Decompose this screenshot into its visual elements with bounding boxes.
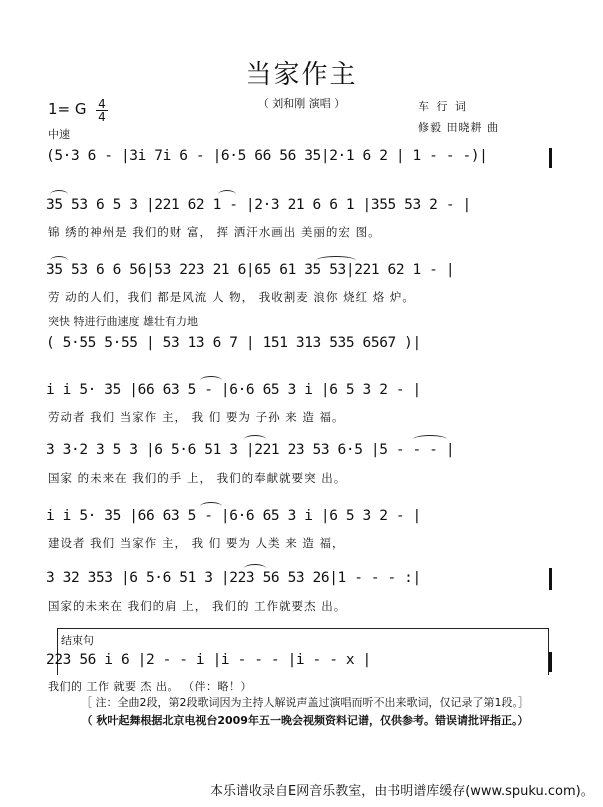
key-signature: 1= G xyxy=(48,100,87,118)
song-title: 当家作主 xyxy=(245,60,358,90)
score-line-3-notes: 35 53 6 6 56|53 223 21 6|65 61 35 53|221 62 1 - | xyxy=(46,262,455,278)
score-line-9-notes: 223 56 i 6 |2 - - i |i - - - |i - - x | xyxy=(46,652,371,668)
score-line-2-lyric: 锦 绣的神州是 我们的财 富， 挥 洒汗水画出 美丽的宏 图。 xyxy=(48,225,381,239)
score-line-3-lyric: 劳 动的人们，我们 都是风流 人 物， 我收割麦 浪你 烧红 烙 炉。 xyxy=(48,290,415,304)
lyricist-credit: 车 行 词 xyxy=(418,100,468,113)
score-line-8-lyric: 国家的未来在 我们的肩 上， 我们的 工作就要杰 出。 xyxy=(48,599,347,613)
score-line-1-notes: (5·3 6 - |3i 7i 6 - |6·5 66 56 35|2·1 6 2 | 1 - - -)| xyxy=(46,148,488,164)
ending-label: 结束句 xyxy=(61,634,94,647)
source-footer: 本乐谱收录自E网音乐教室，由书明谱库缓存(www.spuku.com)。 xyxy=(210,784,594,799)
score-line-6-notes: 3 3·2 3 5 3 |6 5·6 51 3 |221 23 53 6·5 |5 - - - | xyxy=(46,442,455,458)
performer-subtitle: （ 刘和刚 演唱 ） xyxy=(257,97,346,110)
repeat-end-bar xyxy=(549,568,552,590)
time-signature-bottom: 4 xyxy=(98,110,106,124)
composer-credit: 修毅 田晓耕 曲 xyxy=(418,121,499,134)
transcription-note: （ 秋叶起舞根据北京电视台2009年五一晚会视频资料记谱，仅供参考。错误请批评指正。） xyxy=(81,714,529,727)
score-line-2-notes: 35 53 6 5 3 |221 62 1 - |2·3 21 6 6 1 |355 53 2 - | xyxy=(46,197,471,213)
score-line-6-lyric: 国家 的未来在 我们的手 上， 我们的奉献就要突 出。 xyxy=(48,471,347,485)
score-line-7-lyric: 建设者 我们 当家作 主， 我 们 要为 人类 来 造 福， xyxy=(48,536,345,550)
score-line-7-notes: i i 5· 35 |66 63 5 - |6·6 65 3 i |6 5 3 2 - | xyxy=(46,508,421,524)
score-line-8-notes: 3 32 353 |6 5·6 51 3 |223 56 53 26|1 - - - :| xyxy=(46,570,421,586)
bar-line-end-1 xyxy=(549,148,552,168)
tempo-direction: 突快 特进行曲速度 雄壮有力地 xyxy=(48,315,198,328)
score-line-4-notes: ( 5·55 5·55 | 53 13 6 7 | 151 313 535 6567 )| xyxy=(46,335,421,351)
score-line-5-notes: i i 5· 35 |66 63 5 - |6·6 65 3 i |6 5 3 2 - | xyxy=(46,382,421,398)
score-line-5-lyric: 劳动者 我们 当家作 主， 我 们 要为 子孙 来 造 福。 xyxy=(48,410,345,424)
tempo-marking: 中速 xyxy=(48,128,70,141)
annotation-note: ［ 注：全曲2段，第2段歌词因为主持人解说声盖过演唱而听不出来歌词，仅记录了第1段。］ xyxy=(81,696,529,709)
time-signature xyxy=(96,98,108,123)
final-bar xyxy=(549,652,552,672)
score-line-9-lyric: 我们的 工作 就要 杰 出。 （伴：略！） xyxy=(48,680,252,693)
time-signature-top: 4 xyxy=(96,98,108,111)
